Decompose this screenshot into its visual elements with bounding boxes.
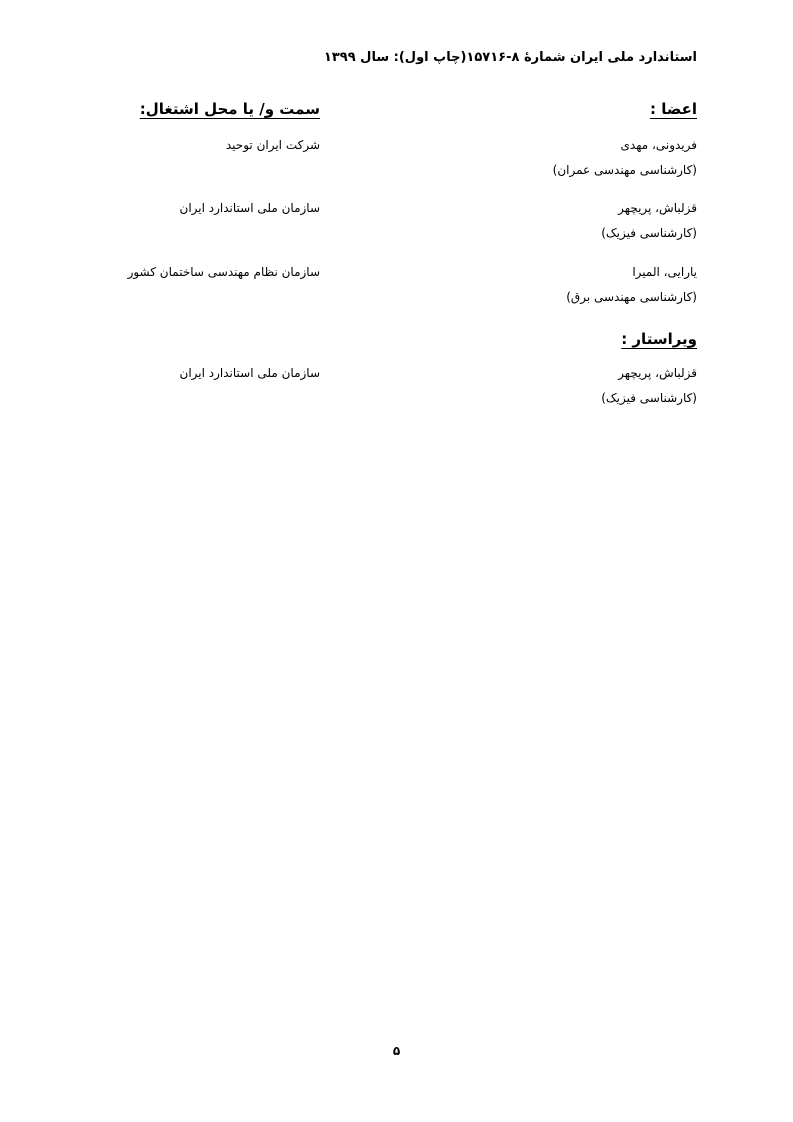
editor-heading: ویراستار : bbox=[621, 330, 697, 348]
member-organization: سازمان نظام مهندسی ساختمان کشور bbox=[127, 265, 320, 279]
editor-degree: (کارشناسی فیزیک) bbox=[601, 391, 697, 405]
member-name: فریدونی، مهدی bbox=[620, 138, 697, 152]
member-organization: شرکت ایران توحید bbox=[225, 138, 320, 152]
member-name: قزلباش، پریچهر bbox=[618, 201, 697, 215]
standard-title: استاندارد ملی ایران شمارۀ ۸-۱۵۷۱۶(چاپ اول): سال ۱۳۹۹ bbox=[323, 50, 697, 65]
member-degree: (کارشناسی فیزیک) bbox=[601, 226, 697, 240]
page-number: ۵ bbox=[392, 1044, 401, 1058]
member-degree: (کارشناسی مهندسی عمران) bbox=[552, 163, 697, 177]
editor-name: قزلباش، پریچهر bbox=[618, 366, 697, 380]
member-name: یارایی، المیرا bbox=[632, 265, 697, 279]
members-heading: اعضا : bbox=[649, 100, 697, 118]
member-organization: سازمان ملی استاندارد ایران bbox=[179, 201, 320, 215]
member-degree: (کارشناسی مهندسی برق) bbox=[566, 290, 697, 304]
position-heading: سمت و/ یا محل اشتغال: bbox=[139, 100, 320, 118]
editor-organization: سازمان ملی استاندارد ایران bbox=[179, 366, 320, 380]
